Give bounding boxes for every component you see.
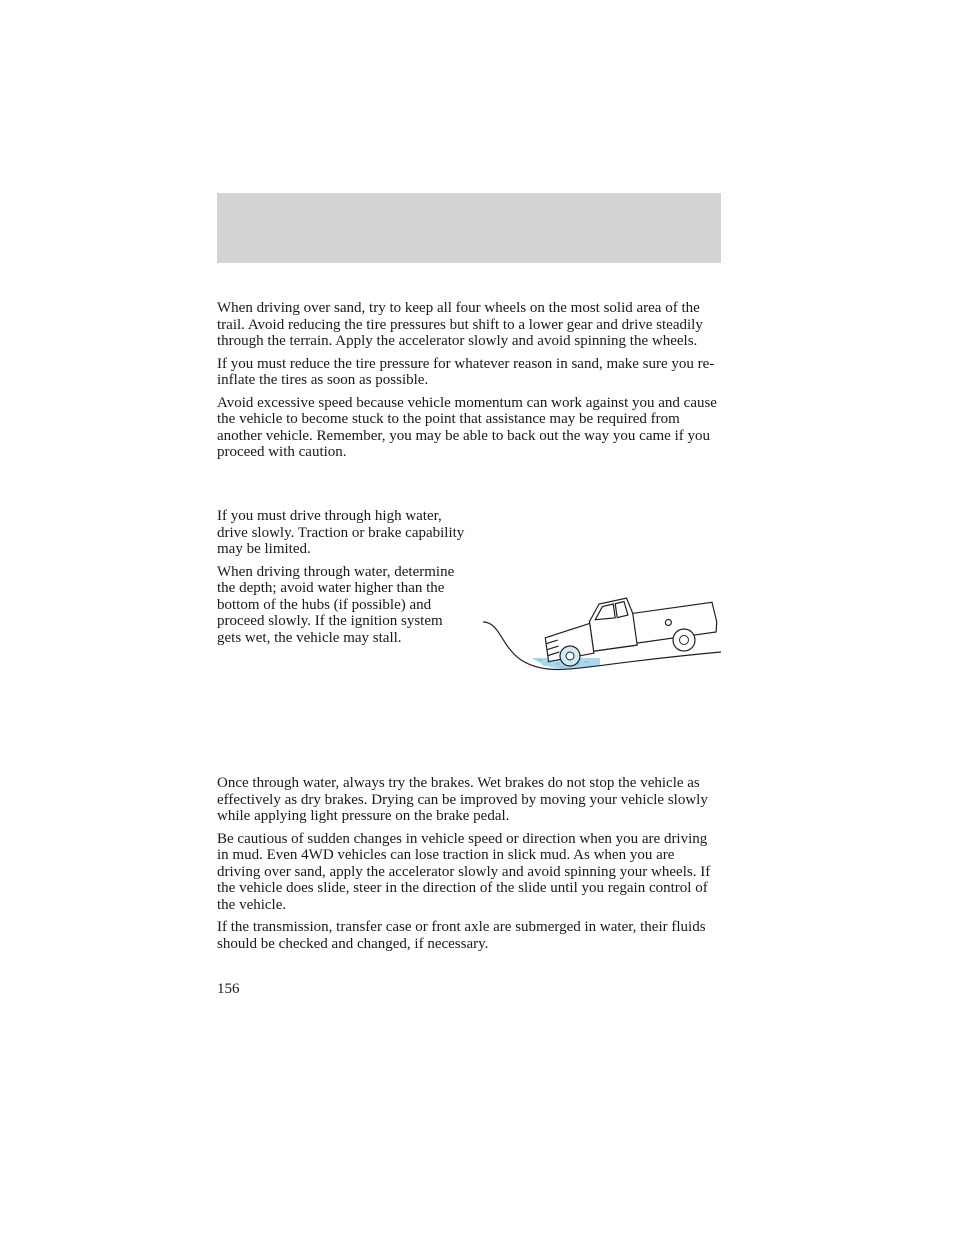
section-header-band (217, 193, 721, 263)
mud-section (217, 775, 721, 958)
mud-paragraph-3: If the transmission, transfer case or front axle are submerged in water, their fluids should be checked and changed, if necessary. (217, 919, 706, 952)
mud-paragraph-2: Be cautious of sudden changes in vehicle speed or direction when you are driving in mud. Even 4WD vehicles can lose traction in slick mud. As when you are driving over sand, apply the accelerator slowly and avoid spinning your wheels. If the vehicle does slide, steer in the direction of the slide until you regain control of the vehicle. (217, 830, 711, 913)
page-number: 156 (217, 981, 240, 997)
mud-paragraph-1: Once through water, always try the brakes. Wet brakes do not stop the vehicle as effectively as dry brakes. Drying can be improved by moving your vehicle slowly while applying light pressure on the brake pedal. (217, 775, 708, 824)
sand-paragraph-2: If you must reduce the tire pressure for whatever reason in sand, make sure you re-inflate the tires as soon as possible. (217, 355, 715, 388)
truck-in-water-illustration (480, 592, 724, 674)
water-paragraph-2: When driving through water, determine the depth; avoid water higher than the bottom of the hubs (if possible) and proceed slowly. If the ignition system gets wet, the vehicle may stall. (217, 563, 455, 646)
sand-section (217, 300, 721, 467)
water-paragraph-1: If you must drive through high water, drive slowly. Traction or brake capability may be limited. (217, 508, 465, 557)
sand-paragraph-1: When driving over sand, try to keep all four wheels on the most solid area of the trail. Avoid reducing the tire pressures but shift to a lower gear and drive steadily through the terrain. Apply the accelerator slowly and avoid spinning the wheels. (217, 300, 703, 349)
sand-paragraph-3: Avoid excessive speed because vehicle momentum can work against you and cause the vehicle to become stuck to the point that assistance may be required from another vehicle. Remember, you may be able to back out the way you came if you proceed with caution. (217, 394, 717, 460)
water-section (217, 508, 465, 652)
